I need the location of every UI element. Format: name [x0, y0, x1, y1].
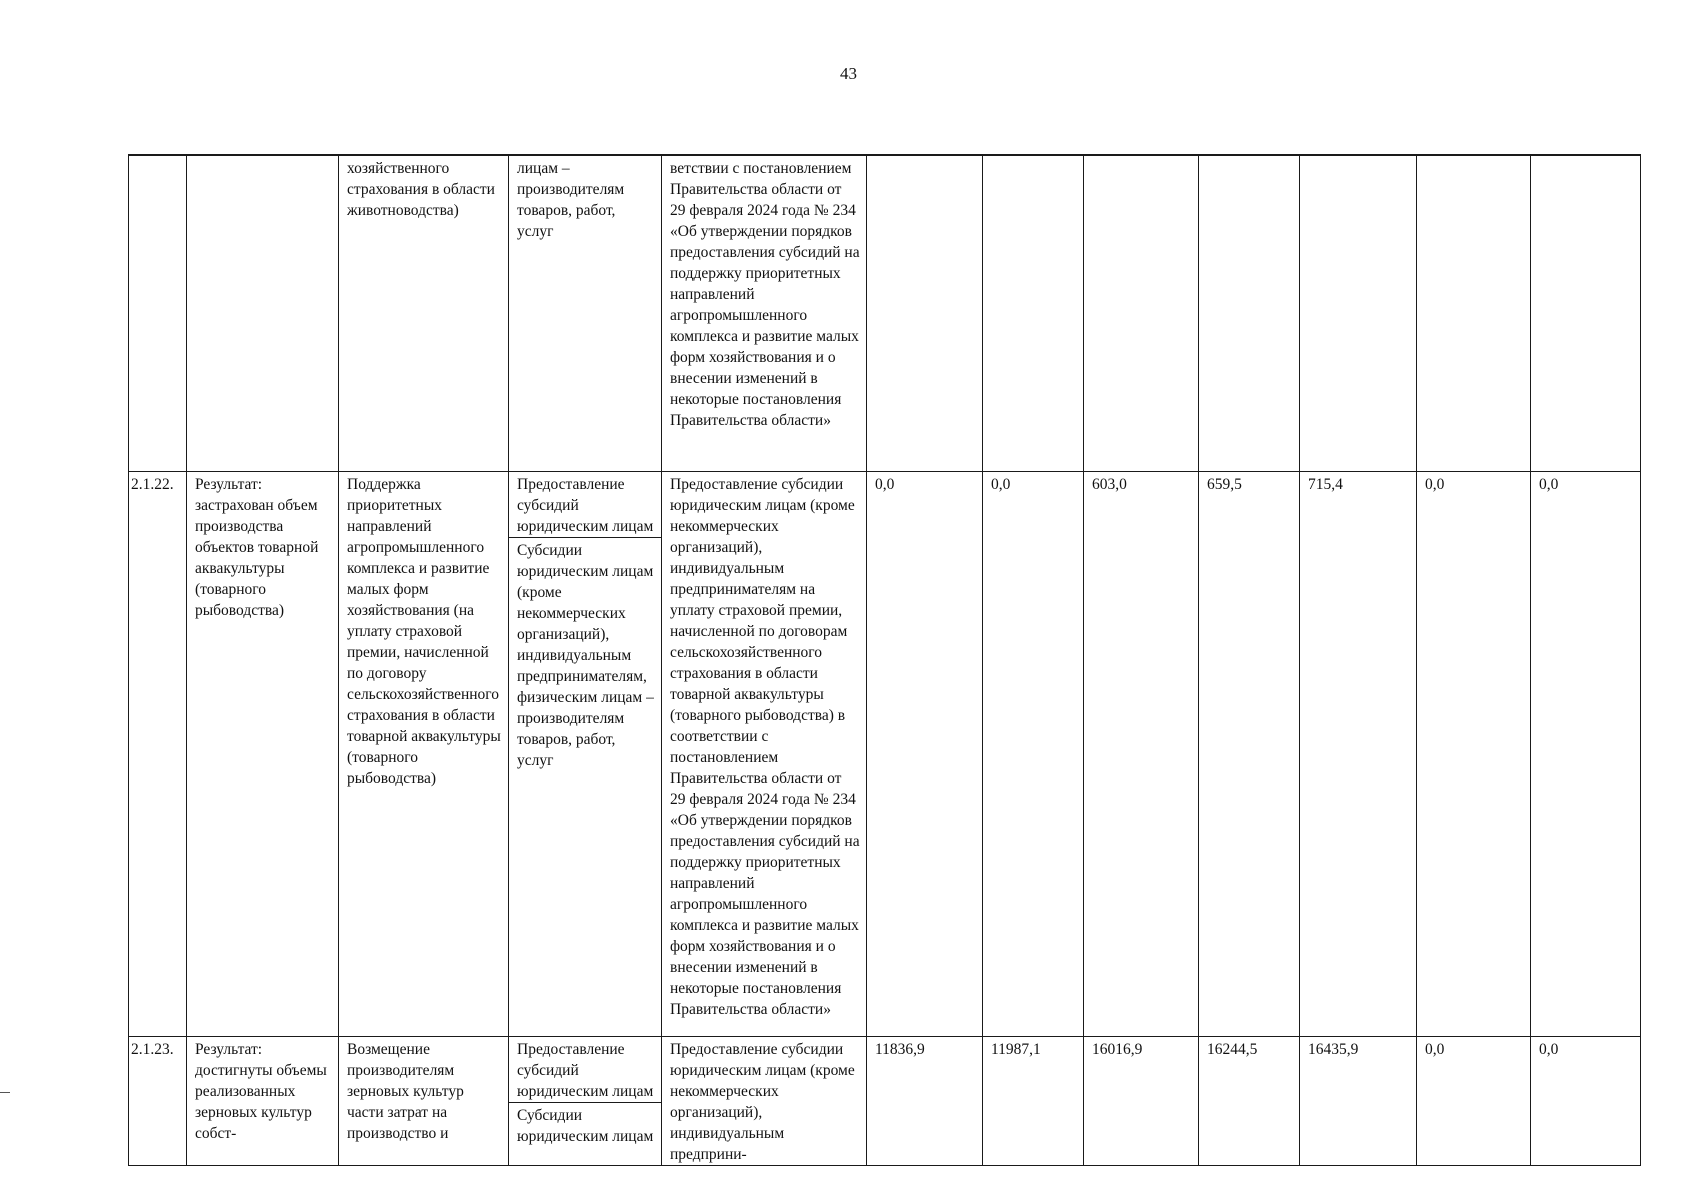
row-number-cell: 2.1.23. — [129, 1036, 187, 1165]
value-cell — [1300, 155, 1417, 471]
type-cell — [509, 471, 662, 1036]
measure-cell: Поддержка приоритетных направлений агропромышленного комплекса и развитие малых форм хозяйствования (на уплату страховой премии, начисленной по договору сельскохозяйственного страхования в области товарной аквакультуры (товарного рыбоводства) — [339, 471, 509, 1036]
row-number-cell — [129, 155, 187, 471]
value-cell: 16435,9 — [1300, 1036, 1417, 1165]
table-row — [129, 471, 1641, 1036]
result-cell: Результат: застрахован объем производства объектов товарной аквакультуры (товарного рыбоводства) — [187, 471, 339, 1036]
value-cell — [1084, 155, 1199, 471]
value-cell — [867, 155, 983, 471]
measure-cell: хозяйственного страхования в области животноводства) — [339, 155, 509, 471]
table-row — [129, 155, 1641, 471]
value-cell: 0,0 — [983, 471, 1084, 1036]
type-line: Предоставление субсидий юридическим лицам — [517, 1040, 654, 1100]
value-cell: 11987,1 — [983, 1036, 1084, 1165]
type-cell — [509, 155, 662, 471]
scan-artifact-mark — [0, 1092, 10, 1093]
value-cell — [1199, 155, 1300, 471]
description-cell: Предоставление субсидии юридическим лицам (кроме некоммерческих организаций), индивидуальным предпринимателям на уплату страховой премии, начисленной по договорам сельскохозяйственного страхования в области товарной аквакультуры (товарного рыбоводства) в соответствии с постановлением Правительства области от 29 февраля 2024 года № 234 «Об утверждении порядков предоставления субсидий на поддержку приоритетных направлений агропромышленного комплекса и развитие малых форм хозяйствования и о внесении изменений в некоторые постановления Правительства области» — [662, 471, 867, 1036]
value-cell: 0,0 — [867, 471, 983, 1036]
value-cell — [1531, 155, 1641, 471]
value-cell: 16244,5 — [1199, 1036, 1300, 1165]
table-row — [129, 1036, 1641, 1165]
type-cell — [509, 1036, 662, 1165]
description-cell: ветствии с постановлением Правительства области от 29 февраля 2024 года № 234 «Об утверждении порядков предоставления субсидий на поддержку приоритетных направлений агропромышленного комплекса и развитие малых форм хозяйствования и о внесении изменений в некоторые постановления Правительства области» — [662, 155, 867, 471]
value-cell: 0,0 — [1417, 1036, 1531, 1165]
result-cell: Результат: достигнуты объемы реализованных зерновых культур собст- — [187, 1036, 339, 1165]
value-cell: 16016,9 — [1084, 1036, 1199, 1165]
page-number: 43 — [840, 64, 857, 83]
value-cell: 603,0 — [1084, 471, 1199, 1036]
value-cell: 715,4 — [1300, 471, 1417, 1036]
row-number-cell: 2.1.22. — [129, 471, 187, 1036]
type-line: Субсидии юридическим лицам (кроме некоммерческих организаций), индивидуальным предпринимателям, физическим лицам – производителям товаров, работ, услуг — [509, 537, 661, 771]
measure-cell: Возмещение производителям зерновых культур части затрат на производство и — [339, 1036, 509, 1165]
description-cell: Предоставление субсидии юридическим лицам (кроме некоммерческих организаций), индивидуальным предприни- — [662, 1036, 867, 1165]
value-cell: 11836,9 — [867, 1036, 983, 1165]
value-cell — [983, 155, 1084, 471]
result-cell — [187, 155, 339, 471]
type-line: Предоставление субсидий юридическим лицам — [517, 475, 654, 535]
value-cell: 659,5 — [1199, 471, 1300, 1036]
value-cell: 0,0 — [1417, 471, 1531, 1036]
value-cell — [1417, 155, 1531, 471]
value-cell: 0,0 — [1531, 1036, 1641, 1165]
budget-table — [128, 154, 1641, 1166]
value-cell: 0,0 — [1531, 471, 1641, 1036]
type-line: Субсидии юридическим лицам — [509, 1102, 661, 1147]
type-line: лицам – производителям товаров, работ, услуг — [517, 160, 625, 240]
